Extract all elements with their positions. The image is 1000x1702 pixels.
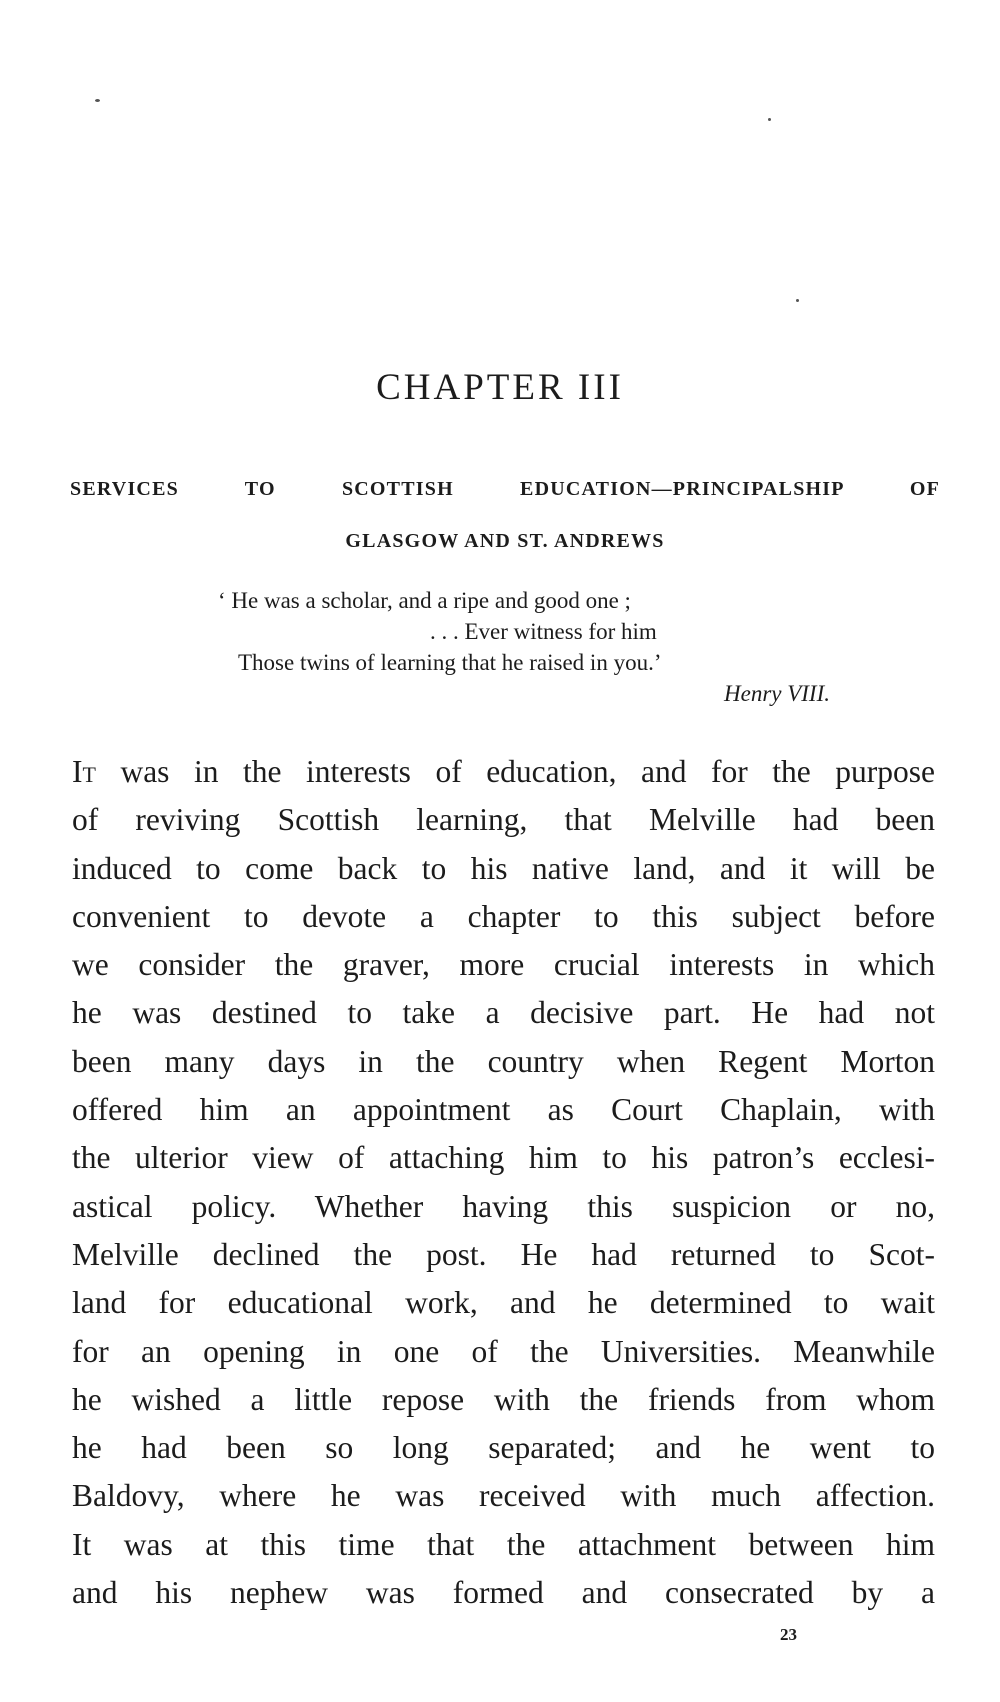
body-line: been many days in the country when Regent Morton bbox=[72, 1043, 935, 1079]
epigraph-attribution: Henry VIII. bbox=[724, 681, 831, 706]
scan-speck bbox=[768, 118, 771, 121]
body-line: he was destined to take a decisive part. He had not bbox=[72, 995, 935, 1031]
body-line: induced to come back to his native land, and it will be bbox=[72, 850, 935, 886]
opening-word: It bbox=[72, 754, 96, 789]
scan-speck bbox=[796, 299, 799, 302]
body-line: land for educational work, and he determined to wait bbox=[72, 1285, 935, 1321]
body-line: of reviving Scottish learning, that Melville had been bbox=[72, 802, 935, 838]
body-line-text: was in the interests of education, and for the purpose bbox=[95, 754, 935, 789]
body-line: It was at this time that the attachment between him bbox=[72, 1526, 935, 1562]
body-line: he had been so long separated; and he went to bbox=[72, 1430, 935, 1466]
chapter-subtitle bbox=[70, 463, 940, 567]
body-line: and his nephew was formed and consecrated by a bbox=[72, 1575, 935, 1611]
body-line: Baldovy, where he was received with much affection. bbox=[72, 1478, 935, 1514]
chapter-subtitle-line-1: SERVICES TO SCOTTISH EDUCATION—PRINCIPALSHIP OF bbox=[70, 478, 940, 500]
chapter-subtitle-line-2: GLASGOW AND ST. ANDREWS bbox=[345, 530, 665, 552]
body-line: convenient to devote a chapter to this subject before bbox=[72, 898, 935, 934]
chapter-title: CHAPTER III bbox=[376, 367, 624, 408]
scan-speck bbox=[95, 99, 100, 102]
body-line: astical policy. Whether having this suspicion or no, bbox=[72, 1188, 935, 1224]
epigraph-line-1: ‘ He was a scholar, and a ripe and good one ; bbox=[218, 588, 631, 613]
epigraph-line-2: . . . Ever witness for him bbox=[430, 619, 657, 644]
body-line: for an opening in one of the Universities. Meanwhile bbox=[72, 1333, 935, 1369]
epigraph-line-3: Those twins of learning that he raised in you.’ bbox=[238, 650, 662, 675]
body-line: we consider the graver, more crucial interests in which bbox=[72, 947, 935, 983]
body-line: he wished a little repose with the friends from whom bbox=[72, 1381, 935, 1417]
page-number: 23 bbox=[780, 1625, 797, 1644]
body-paragraph bbox=[72, 748, 935, 1617]
body-line: offered him an appointment as Court Chaplain, with bbox=[72, 1092, 935, 1128]
body-line: Melville declined the post. He had returned to Scot- bbox=[72, 1236, 935, 1272]
body-line bbox=[72, 748, 935, 796]
body-line: the ulterior view of attaching him to his patron’s ecclesi- bbox=[72, 1140, 935, 1176]
